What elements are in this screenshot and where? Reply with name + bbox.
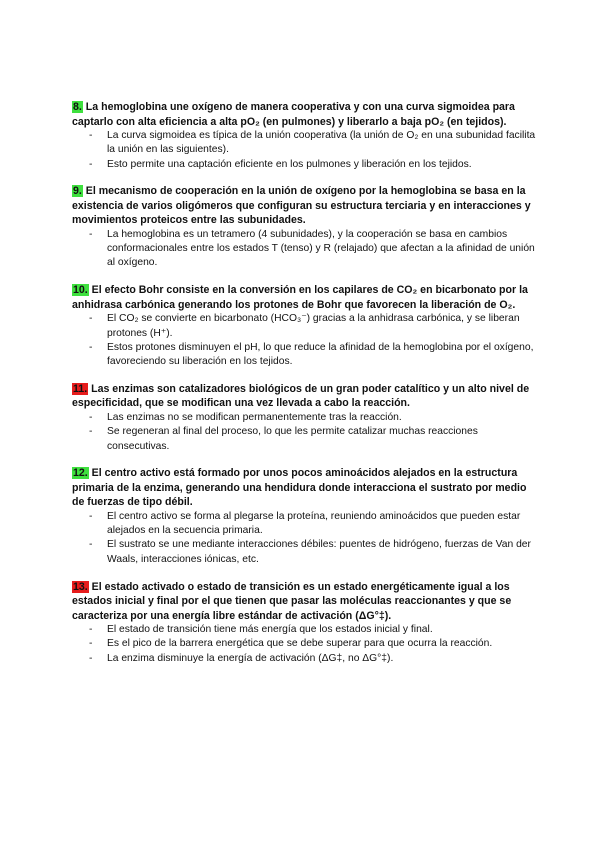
- question-number-highlight: 8.: [73, 101, 82, 113]
- answer-list: [72, 228, 538, 271]
- answer-text: La curva sigmoidea es típica de la unión cooperativa (la unión de O₂ en una subunidad facilita la unión en las siguientes).: [107, 130, 536, 156]
- answer-text: La hemoglobina es un tetramero (4 subunidades), y la cooperación se basa en cambios conformacionales entre los estados T (tenso) y R (relajado) que afectan a la afinidad de unión al oxígeno.: [107, 228, 535, 269]
- question-text: Las enzimas son catalizadores biológicos de un gran poder catalítico y un alto nivel de especificidad, que se modifican una vez llevada a cabo la reacción.: [72, 382, 530, 410]
- question-number-highlight: 11.: [73, 382, 88, 395]
- bullet-dash: -: [89, 341, 93, 353]
- bullet-dash: -: [89, 510, 93, 522]
- question-text: La hemoglobina une oxígeno de manera cooperativa y con una curva sigmoidea para captarlo con alta eficiencia a alta pO₂ (en pulmones) y liberarlo a baja pO₂ (en tejidos).: [72, 101, 515, 128]
- bullet-dash: -: [89, 313, 93, 325]
- bullet-dash: -: [89, 426, 93, 438]
- answer-point: [72, 425, 538, 454]
- question-item: [72, 466, 538, 567]
- question-statement: [72, 382, 538, 411]
- answer-text: Es el pico de la barrera energética que se debe superar para que ocurra la reacción.: [107, 638, 493, 650]
- answer-text: Estos protones disminuyen el pH, lo que reduce la afinidad de la hemoglobina por el oxígeno, favoreciendo su liberación en los tejidos.: [107, 341, 534, 368]
- answer-point: [72, 158, 538, 172]
- question-statement: [72, 184, 538, 228]
- question-number-highlight: 10.: [73, 284, 88, 297]
- answer-point: [72, 341, 538, 370]
- answer-point: [72, 623, 538, 637]
- document-page: [72, 100, 538, 678]
- answer-list: [72, 312, 538, 369]
- answer-point: [72, 411, 538, 425]
- question-statement: [72, 580, 538, 624]
- question-text: El efecto Bohr consiste en la conversión en los capilares de CO₂ en bicarbonato por la anhidrasa carbónica generando los protones de Bohr que favorecen la liberación de O₂.: [72, 284, 528, 311]
- answer-list: [72, 411, 538, 454]
- bullet-dash: -: [89, 539, 93, 551]
- question-text: El mecanismo de cooperación en la unión de oxígeno por la hemoglobina se basa en la existencia de varios oligómeros que configuran su estructura terciaria y en interacciones y movimientos proteicos entre las subunidades.: [72, 185, 531, 227]
- bullet-dash: -: [89, 158, 93, 170]
- answer-text: La enzima disminuye la energía de activación (ΔG‡, no ΔG°‡).: [107, 652, 394, 664]
- question-item: [72, 580, 538, 666]
- question-text: El centro activo está formado por unos pocos aminoácidos alejados en la estructura primaria de la enzima, generando una hendidura donde interacciona el sustrato por medio de fuerzas de tipo débil.: [72, 467, 527, 509]
- answer-point: [72, 538, 538, 567]
- answer-list: [72, 623, 538, 666]
- question-statement: [72, 100, 538, 129]
- answer-list: [72, 510, 538, 567]
- question-item: [72, 382, 538, 454]
- answer-list: [72, 129, 538, 172]
- question-item: [72, 283, 538, 369]
- answer-text: El estado de transición tiene más energía que los estados inicial y final.: [107, 624, 433, 636]
- bullet-dash: -: [89, 228, 93, 240]
- answer-text: El sustrato se une mediante interacciones débiles: puentes de hidrógeno, fuerzas de Van der Waals, interacciones iónicas, etc.: [107, 539, 531, 565]
- question-number-highlight: 9.: [73, 185, 82, 198]
- bullet-dash: -: [89, 130, 93, 141]
- answer-point: [72, 312, 538, 341]
- question-text: El estado activado o estado de transición es un estado energéticamente igual a los estados inicial y final por el que tienen que pasar las moléculas reaccionantes y que se caracteriza por una energía libre estándar de activación (ΔG°‡).: [72, 580, 512, 622]
- question-item: [72, 100, 538, 172]
- bullet-dash: -: [89, 652, 93, 664]
- answer-point: [72, 510, 538, 539]
- answer-text: El CO₂ se convierte en bicarbonato (HCO₃⁻) gracias a la anhidrasa carbónica, y se liberan protones (H⁺).: [107, 313, 520, 339]
- bullet-dash: -: [89, 411, 93, 423]
- answer-point: [72, 228, 538, 271]
- bullet-dash: -: [89, 624, 93, 636]
- question-number-highlight: 13.: [73, 580, 88, 593]
- answer-point: [72, 637, 538, 651]
- question-number-highlight: 12.: [73, 467, 88, 480]
- answer-text: Esto permite una captación eficiente en los pulmones y liberación en los tejidos.: [107, 158, 472, 170]
- answer-point: [72, 129, 538, 158]
- answer-point: [72, 652, 538, 666]
- answer-text: Se regeneran al final del proceso, lo que les permite catalizar muchas reacciones consecutivas.: [107, 426, 478, 452]
- question-statement: [72, 283, 538, 312]
- bullet-dash: -: [89, 638, 93, 650]
- answer-text: Las enzimas no se modifican permanentemente tras la reacción.: [107, 411, 402, 423]
- answer-text: El centro activo se forma al plegarse la proteína, reuniendo aminoácidos que pueden estar alejados en la secuencia primaria.: [107, 510, 521, 537]
- question-statement: [72, 466, 538, 510]
- question-item: [72, 184, 538, 270]
